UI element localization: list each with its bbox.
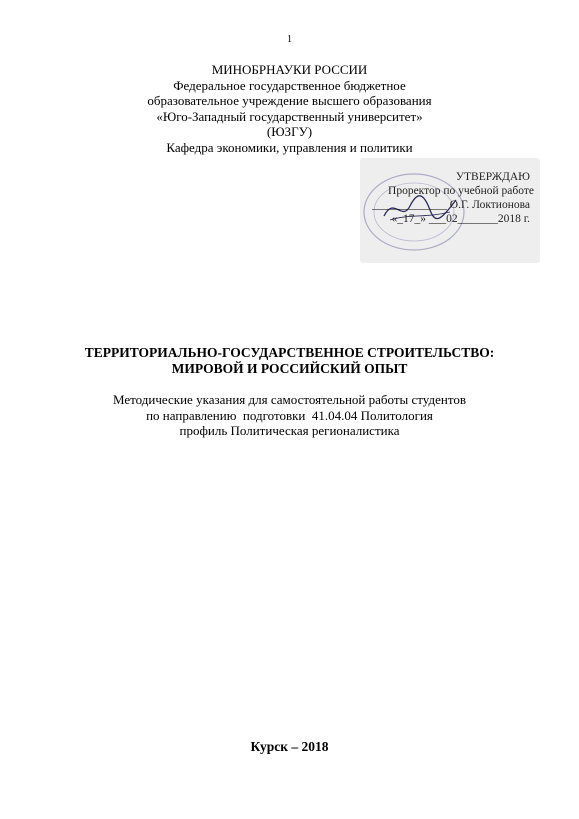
document-subtitle <box>0 392 579 439</box>
institution-type-line: Федеральное государственное бюджетное <box>173 77 406 93</box>
subtitle-line-3: профиль Политическая регионалистика <box>179 423 400 438</box>
ministry-line: МИНОБРНАУКИ РОССИИ <box>211 62 368 77</box>
institution-type-line-2: образовательное учреждение высшего образования <box>147 93 432 108</box>
page-number: 1 <box>287 34 292 45</box>
approval-signatory: _____________ О.Г. Локтионова <box>372 199 530 211</box>
title-line-1: ТЕРРИТОРИАЛЬНО-ГОСУДАРСТВЕННОЕ СТРОИТЕЛЬСТВО: <box>84 345 495 360</box>
approval-heading: УТВЕРЖДАЮ <box>455 171 530 183</box>
subtitle-line-2: по направлению подготовки 41.04.04 Политология <box>146 407 433 423</box>
approval-date: «_17_» ___02_______2018 г. <box>391 213 530 225</box>
university-abbreviation: (ЮЗГУ) <box>266 124 313 139</box>
institution-header <box>0 62 579 155</box>
approval-text <box>370 170 536 226</box>
department-name: Кафедра экономики, управления и политики <box>166 139 413 155</box>
approval-position: Проректор по учебной работе <box>388 185 534 197</box>
university-name: «Юго-Западный государственный университет» <box>156 108 423 124</box>
title-line-2: МИРОВОЙ И РОССИЙСКИЙ ОПЫТ <box>171 360 408 376</box>
document-title <box>0 345 579 376</box>
city-year-footer: Курск – 2018 <box>250 739 329 754</box>
subtitle-line-1: Методические указания для самостоятельной работы студентов <box>113 392 466 407</box>
approval-stamp <box>360 158 540 263</box>
